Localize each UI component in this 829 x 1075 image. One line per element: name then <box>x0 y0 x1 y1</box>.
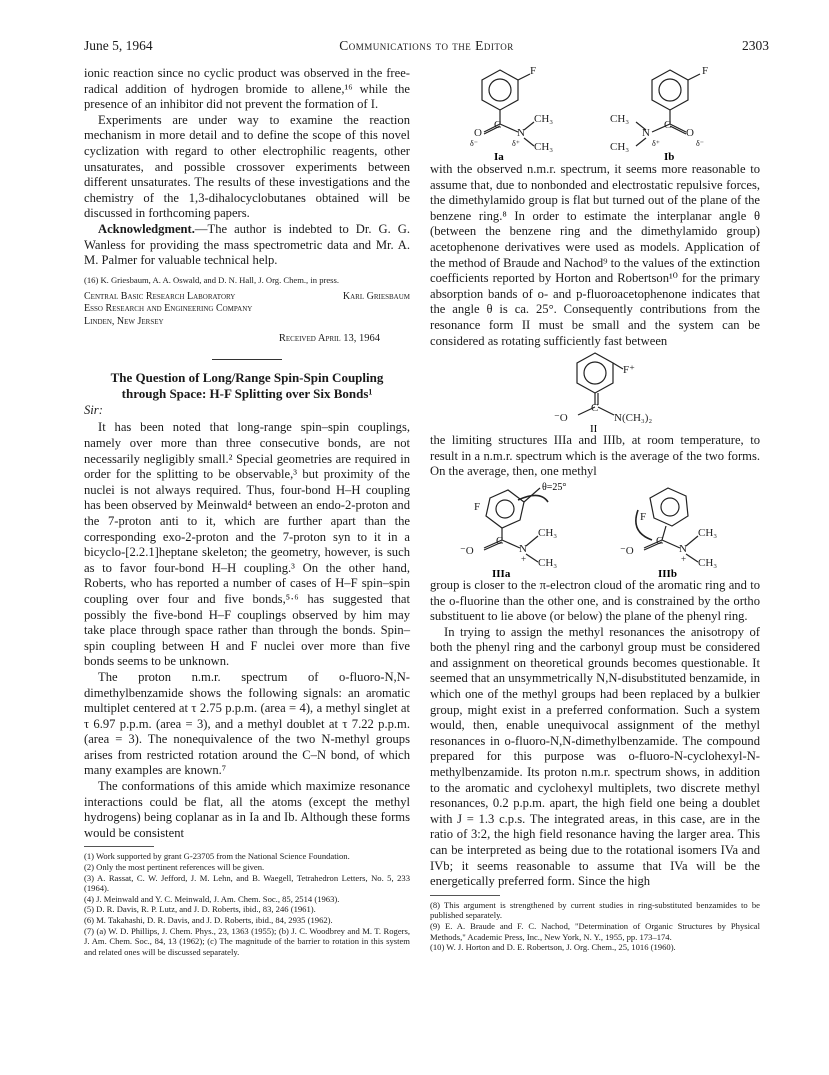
header-page-number: 2303 <box>742 38 769 53</box>
svg-text:N: N <box>642 127 650 139</box>
footnote-6: (6) M. Takahashi, D. R. Davis, and J. D. Roberts, ibid., 84, 2935 (1962). <box>84 915 333 925</box>
svg-text:O: O <box>686 127 694 139</box>
affiliation-company: Esso Research and Engineering Company <box>84 303 253 315</box>
footnote-9: (9) E. A. Braude and F. C. Nachod, "Determination of Organic Structures by Physical Methods," Academic Press, Inc., New York, N. Y., 1955, pp. 173–174. <box>430 920 760 942</box>
svg-text:CH₃: CH₃ <box>538 556 558 569</box>
footnote-8: (8) This argument is strengthened by current studies in ring-substituted benzamides to be published separately. <box>430 899 760 921</box>
label-iiia: IIIa <box>492 567 511 578</box>
paragraph-conformations: The conformations of this amide which maximize resonance interactions could be flat, all the atoms (except the methyl hydrogens) being coplanar as in Ia and Ib. Although these forms would be consistent <box>84 779 410 840</box>
svg-text:F: F <box>474 500 481 513</box>
ack-text: —The author is indebted to Dr. G. G. Wanless for providing the mass spectrometric data and Mr. A. M. Palmer for valuable technical help. <box>84 221 410 268</box>
footnote-16: (16) K. Griesbaum, A. A. Oswald, and D. N. Hall, J. Org. Chem., in press. <box>84 274 340 285</box>
paragraph-repulsion: with the observed n.m.r. spectrum, it seems more reasonable to assume that, due to nonbonded and electrostatic repulsive forces, the dimethylamido group is flat but turned out of the plane of the benzene ring.⁸ In order to estimate the interplanar angle θ (between the benzene ring and the dimethylamido group) acetophenone derivatives were used as models. Application of the method of Braude and Nachod⁹ to the values of the extinction coefficients reported by Horton and Robertson¹⁰ for the primary absorption bands of o- and p-fluoroacetophenone indicates that the angle θ is ca. 25°. Consequently contributions from the resonance form II must be small and the system can be considered as rotating sufficiently fast between <box>430 162 760 348</box>
affiliation-lab: Central Basic Research Laboratory <box>84 290 236 302</box>
structures-iiia-iiib <box>430 480 760 578</box>
svg-text:F: F <box>640 510 647 523</box>
footnote-divider <box>84 846 154 847</box>
svg-text:δ⁻: δ⁻ <box>696 139 704 148</box>
angle-label: θ=25° <box>542 481 567 493</box>
svg-text:CH₃: CH₃ <box>698 526 718 539</box>
label-iiib: IIIb <box>658 567 677 578</box>
acknowledgment <box>84 222 410 269</box>
svg-text:CH₃: CH₃ <box>610 141 630 153</box>
svg-text:⁻O: ⁻O <box>554 412 568 425</box>
svg-text:N: N <box>519 542 527 555</box>
label-ib: Ib <box>664 151 675 162</box>
header-section: Communications to the Editor <box>339 38 514 53</box>
paragraph-limiting: the limiting structures IIIa and IIIb, at room temperature, to result in a n.m.r. spectrum which is the average of the two forms. On the average, then, one methyl <box>430 433 760 479</box>
svg-text:C: C <box>591 402 599 415</box>
svg-text:+: + <box>521 553 527 564</box>
svg-text:δ⁻: δ⁻ <box>470 139 478 148</box>
footnote-2: (2) Only the most pertinent references will be given. <box>84 862 265 873</box>
footnotes-right <box>430 900 760 953</box>
footnotes-left <box>84 851 410 957</box>
section-divider <box>212 359 282 360</box>
page-header <box>84 38 769 56</box>
svg-text:C: C <box>494 119 502 131</box>
svg-text:F⁺: F⁺ <box>623 364 635 377</box>
footnote-4: (4) J. Meinwald and Y. C. Meinwald, J. Am. Chem. Soc., 85, 2514 (1963). <box>84 893 340 904</box>
ack-heading: Acknowledgment. <box>98 221 195 236</box>
footnote-7: (7) (a) W. D. Phillips, J. Chem. Phys., 23, 1363 (1955); (b) J. C. Woodbrey and M. T. Rogers, J. Am. Chem. Soc., 84, 13 (1962); (c) The magnitude of the barrier to rotation in this system and related ones will be discussed separately. <box>84 925 410 957</box>
svg-text:C: C <box>664 119 672 131</box>
svg-text:O: O <box>474 127 482 139</box>
paragraph-nmr: The proton n.m.r. spectrum of o-fluoro-N,N-dimethylbenzamide shows the following signals: an aromatic multiplet centered at τ 2.75 p.p.m. (area = 4), a methyl singlet at τ 6.97 p.p.m. (area = 3), and a methyl doublet at τ 7.22 p.p.m. (area = 3). The nonequivalence of the two N-methyl groups arises from restricted rotation around the C–N bond, of which many examples are known.⁷ <box>84 669 410 778</box>
svg-text:F: F <box>530 66 537 77</box>
paragraph-methyl-group: group is closer to the π-electron cloud of the aromatic ring and to the o-fluorine than the other one, and is constrained by the ortho substituent to lie above (or below) the plane of the phenyl ring. <box>430 577 760 624</box>
affiliation-block <box>84 291 410 329</box>
svg-text:C: C <box>496 534 504 547</box>
article-title-line2: through Space: H-F Splitting over Six Bonds¹ <box>121 385 373 401</box>
svg-text:CH₃: CH₃ <box>534 113 554 125</box>
header-date: June 5, 1964 <box>84 38 153 53</box>
footnote-3: (3) A. Rassat, C. W. Jefford, J. M. Lehn, and B. Waegell, Tetrahedron Letters, No. 5, 233 (1964). <box>84 872 410 894</box>
affiliation-location: Linden, New Jersey <box>84 315 164 327</box>
paragraph-experiments: Experiments are under way to examine the reaction mechanism in more detail and to define the scope of this novel cyclization with regard to other electrophilic reagents, other unsaturates, and possible crossover experiments between different unsaturates. The results of these investigations and the chemistry of the 1,3-dihalocyclobutanes obtained will be discussed in forthcoming papers. <box>84 112 410 221</box>
svg-text:CH₃: CH₃ <box>698 556 718 569</box>
svg-text:C: C <box>656 534 664 547</box>
received-date: Received April 13, 1964 <box>278 333 380 345</box>
article-title-line1: The Question of Long/Range Spin-Spin Coupling <box>110 369 384 385</box>
svg-text:⁻O: ⁻O <box>620 544 634 557</box>
svg-text:δ⁺: δ⁺ <box>652 139 660 148</box>
structures-ia-ib <box>430 66 760 162</box>
footnote-10: (10) W. J. Horton and D. E. Robertson, J. Org. Chem., 25, 1016 (1960). <box>430 942 676 953</box>
footnote-5: (5) D. R. Davis, R. P. Lutz, and J. D. Roberts, ibid., 83, 246 (1961). <box>84 904 316 915</box>
footnote-1: (1) Work supported by grant G-23705 from the National Science Foundation. <box>84 851 350 862</box>
svg-text:N: N <box>517 127 525 139</box>
paragraph-assignment: In trying to assign the methyl resonances the anisotropy of both the phenyl ring and the carbonyl group must be considered and assignment on theoretical grounds becomes questionable. It seemed that an unsymmetrically N,N-disubstituted benzamide, in which one of the methyl groups had been replaced by a bulkier group, might exist in a preferred conformation. Such a system would, then, enable unequivocal assignment of the methyl resonances in o-fluoro-N,N-dimethylbenzamide. The compound prepared for this purpose was o-fluoro-N-cyclohexyl-N-methylbenzamide. Its proton n.m.r. spectrum shows, in addition to the aromatic and cyclohexyl multiplets, two discrete methyl resonances, 0.2 p.p.m. apart, the high field one being a doublet with J = 1.3 c.p.s. The integrated areas, in this case, are in the ratio of 3:2, the high field resonance having the larger area. This can be interpreted as being due to the rotational isomers IVa and IVb; it seems reasonable to assume that IVa will be the energetically preferred form. Since the high <box>430 624 760 889</box>
label-ia: Ia <box>494 151 504 162</box>
right-column <box>430 66 760 953</box>
svg-text:F: F <box>702 66 709 77</box>
paragraph-continuation: ionic reaction since no cyclic product was observed in the free-radical addition of hydrogen bromide to allene,¹⁶ while the presence of an inhibitor did not prevent the formation of I. <box>84 66 410 112</box>
author-name: Karl Griesbaum <box>342 290 410 302</box>
svg-text:CH₃: CH₃ <box>534 141 554 153</box>
svg-text:CH₃: CH₃ <box>610 113 630 125</box>
left-column <box>84 66 410 957</box>
svg-text:δ⁺: δ⁺ <box>512 139 520 148</box>
salutation: Sir: <box>84 402 103 417</box>
structure-ii <box>430 349 760 433</box>
svg-text:⁻O: ⁻O <box>460 544 474 557</box>
label-ii: II <box>590 423 598 434</box>
svg-text:+: + <box>681 553 687 564</box>
footnote-divider-right <box>430 895 500 896</box>
paragraph-intro: It has been noted that long-range spin–spin couplings, namely over more than three consecutive bonds, are not necessarily negligibly small.² Special geometries are required in order for the splitting to be observable,³ but proximity of the nuclei is not always required. Thus, four-bond H–H coupling has been observed by Meinwald⁴ between an endo-2-proton and the 7-proton anti to it, which are further apart than the corresponding exo-2-proton and the 7-proton syn to it in a bicyclo-[2.2.1]heptane skeleton; the geometry, however, is such as to favor four-bond H–H coupling.³ On the other hand, Roberts, who has reported a number of cases of H–F spin–spin coupling over four and five bonds,⁵·⁶ has suggested that possibly the five-bond H–F couplings observed by him may take place through space rather than through the bonds. Spin–spin coupling between H and F nuclei over more than five bonds seems to be unknown. <box>84 420 410 669</box>
svg-text:CH₃: CH₃ <box>538 526 558 539</box>
svg-text:N(CH₃)₂: N(CH₃)₂ <box>614 412 653 425</box>
svg-text:N: N <box>679 542 687 555</box>
